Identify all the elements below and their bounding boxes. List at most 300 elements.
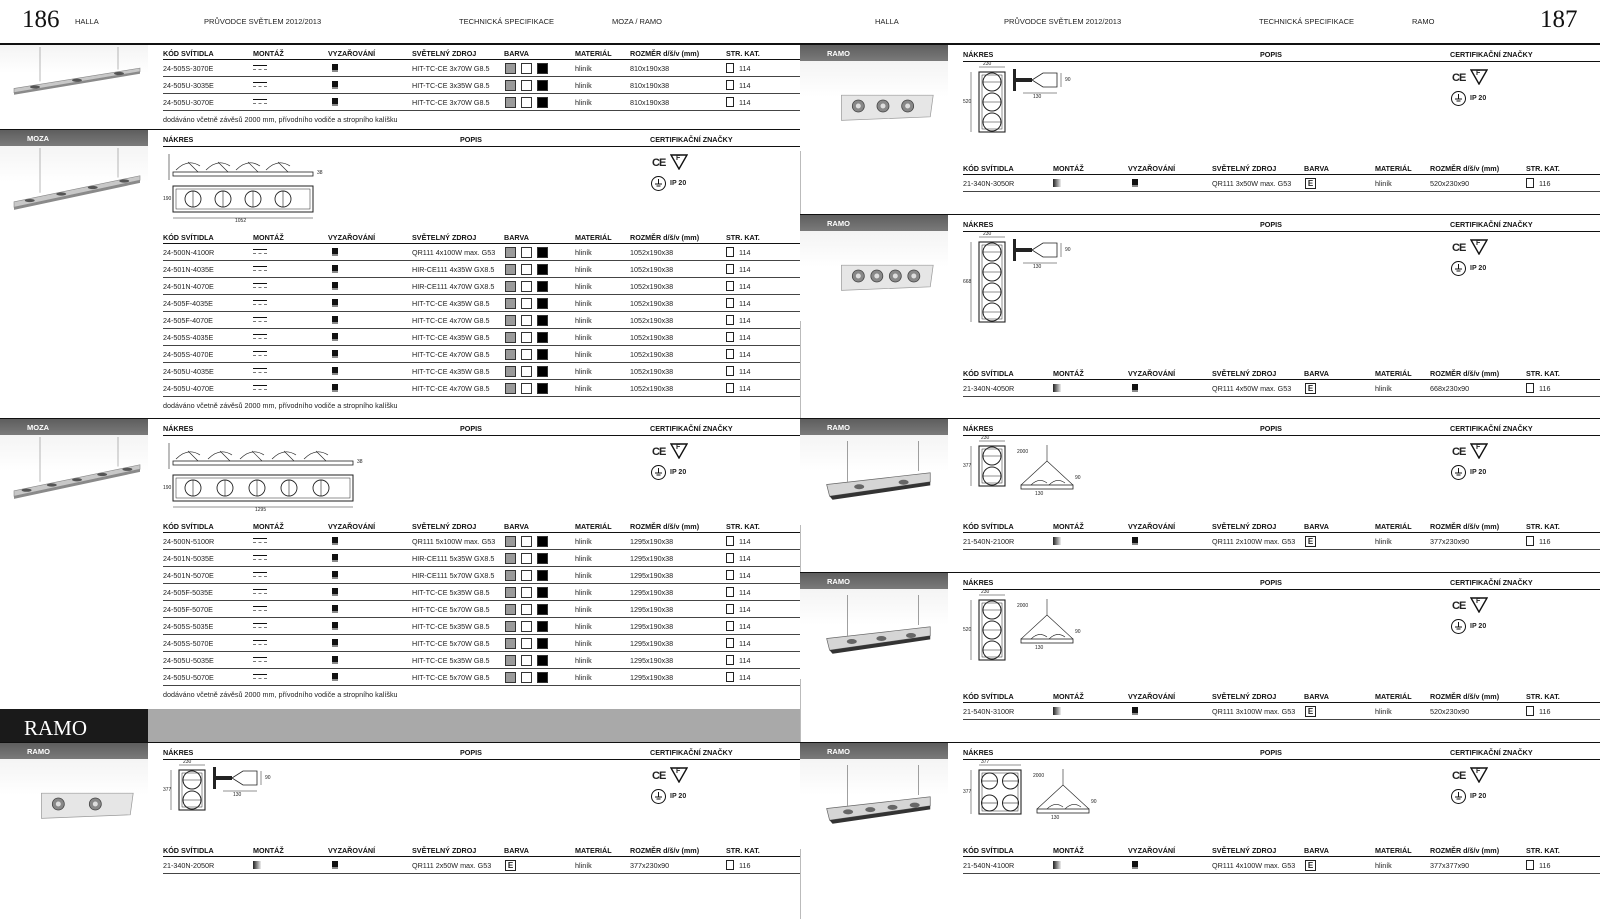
f-mark-letter: F — [1476, 70, 1481, 77]
header-rule — [963, 61, 1600, 62]
product-family-tab — [800, 215, 948, 231]
product-spec — [963, 573, 1600, 743]
ce-mark-icon: CE — [1452, 446, 1466, 458]
color-swatch — [505, 604, 516, 615]
dimensions: 377x230x90 — [1430, 537, 1470, 546]
light-source: QR111 4x100W max. G53 — [1212, 861, 1296, 870]
technical-drawing — [163, 148, 323, 224]
ip-rating: IP 20 — [1470, 469, 1487, 476]
luminaire-photo — [0, 146, 148, 236]
catalog-page: 114 — [739, 554, 751, 563]
product-image-column — [800, 573, 948, 743]
column-header-mat: MATERIÁL — [1375, 369, 1412, 378]
product-family-label: RAMO — [827, 577, 850, 586]
ip-rating: IP 20 — [1470, 623, 1487, 630]
color-swatch — [521, 80, 532, 91]
column-header-rozmer: ROZMĚR d/š/v (mm) — [630, 846, 700, 855]
page-icon — [726, 672, 734, 682]
color-swatch — [521, 298, 532, 309]
ip-rating-icon — [1451, 261, 1466, 276]
product-section — [0, 129, 800, 419]
catalog-page: 116 — [1539, 707, 1551, 716]
column-header-rozmer: ROZMĚR d/š/v (mm) — [630, 522, 700, 531]
product-image-column — [0, 743, 148, 893]
ce-mark-icon: CE — [1452, 600, 1466, 612]
product-code: 24-500N-4100R — [163, 248, 215, 257]
column-header-mat: MATERIÁL — [575, 522, 612, 531]
column-header-montaz: MONTÁŽ — [1053, 846, 1084, 855]
beam-icon — [332, 316, 338, 324]
light-source: HIT-TC-CE 3x70W G8.5 — [412, 64, 490, 73]
light-source: QR111 2x50W max. G53 — [412, 861, 492, 870]
column-header-zdroj: SVĚTELNÝ ZDROJ — [1212, 369, 1277, 378]
description-heading: POPIS — [1260, 220, 1282, 229]
catalog-page: 114 — [739, 350, 751, 359]
column-header-barva: BARVA — [504, 522, 529, 531]
luminaire-photo-frame — [800, 759, 948, 849]
table-row[interactable] — [163, 312, 800, 329]
product-family-label: RAMO — [827, 747, 850, 756]
page-icon — [726, 366, 734, 376]
column-header-kod: KÓD SVÍTIDLA — [163, 233, 214, 242]
section-note: dodáváno včetně závěsů 2000 mm, přívodního vodiče a stropního kalíšku — [163, 401, 398, 410]
color-swatch — [505, 63, 516, 74]
color-swatch — [537, 638, 548, 649]
catalog-page: 114 — [739, 248, 751, 257]
product-spec — [163, 743, 800, 893]
color-swatch — [537, 63, 548, 74]
product-image-column — [800, 45, 948, 215]
page-icon — [726, 349, 734, 359]
light-source: QR111 3x100W max. G53 — [1212, 707, 1296, 716]
table-row[interactable] — [963, 380, 1600, 397]
column-header-kod: KÓD SVÍTIDLA — [963, 369, 1014, 378]
material: hliník — [575, 265, 592, 274]
color-swatch — [505, 366, 516, 377]
beam-icon — [332, 571, 338, 579]
column-header-montaz: MONTÁŽ — [1053, 522, 1084, 531]
ip-rating: IP 20 — [670, 793, 687, 800]
light-source: QR111 5x100W max. G53 — [412, 537, 496, 546]
column-header-str: STR. KAT. — [1526, 522, 1560, 531]
luminaire-photo — [0, 45, 148, 115]
product-code: 24-501N-5070E — [163, 571, 214, 580]
luminaire-photo — [800, 61, 948, 151]
column-header-rozmer: ROZMĚR d/š/v (mm) — [1430, 846, 1500, 855]
dimension-label: 230 — [183, 759, 192, 765]
dimensions: 810x190x38 — [630, 64, 670, 73]
column-header-kod: KÓD SVÍTIDLA — [163, 522, 214, 531]
page-icon — [726, 264, 734, 274]
luminaire-photo-frame — [800, 61, 948, 151]
luminaire-photo-frame — [800, 589, 948, 679]
column-header-rozmer: ROZMĚR d/š/v (mm) — [1430, 369, 1500, 378]
material: hliník — [575, 622, 592, 631]
product-image-column — [800, 215, 948, 420]
table-row[interactable] — [163, 550, 800, 567]
certification-heading: CERTIFIKAČNÍ ZNAČKY — [1450, 220, 1533, 229]
table-row[interactable] — [163, 601, 800, 618]
product-family-tab — [800, 45, 948, 61]
color-swatch — [537, 655, 548, 666]
table-row[interactable] — [163, 567, 800, 584]
f-mark-letter: F — [676, 444, 681, 451]
column-header-zdroj: SVĚTELNÝ ZDROJ — [1212, 692, 1277, 701]
catalog-page: 114 — [739, 673, 751, 682]
table-row[interactable] — [163, 857, 800, 874]
mounting-icon — [1053, 179, 1061, 187]
product-spec — [963, 215, 1600, 420]
material: hliník — [575, 588, 592, 597]
material: hliník — [575, 333, 592, 342]
light-source: HIT-TC-CE 4x35W G8.5 — [412, 333, 490, 342]
page-icon — [726, 97, 734, 107]
table-row[interactable] — [163, 669, 800, 686]
color-swatch — [537, 298, 548, 309]
product-code: 21-340N-3050R — [963, 179, 1015, 188]
product-image-column — [800, 743, 948, 893]
column-header-zdroj: SVĚTELNÝ ZDROJ — [412, 846, 477, 855]
light-source: QR111 2x100W max. G53 — [1212, 537, 1296, 546]
table-row[interactable] — [163, 584, 800, 601]
product-family-tab — [800, 573, 948, 589]
color-swatch — [505, 264, 516, 275]
table-row[interactable] — [163, 346, 800, 363]
table-row[interactable] — [163, 94, 800, 111]
product-code: 24-505S-3070E — [163, 64, 214, 73]
ip-rating-icon — [1451, 91, 1466, 106]
material: hliník — [575, 299, 592, 308]
material: hliník — [575, 861, 592, 870]
column-header-mat: MATERIÁL — [575, 49, 612, 58]
product-family-label: RAMO — [827, 49, 850, 58]
product-code: 24-505U-5070E — [163, 673, 214, 682]
material: hliník — [575, 537, 592, 546]
product-section — [800, 572, 1600, 742]
column-header-barva: BARVA — [504, 233, 529, 242]
mounting-icon — [253, 249, 267, 254]
table-row[interactable] — [163, 278, 800, 295]
dimensions: 1295x190x38 — [630, 622, 674, 631]
table-row[interactable] — [163, 295, 800, 312]
mounting-icon — [253, 266, 267, 271]
beam-icon — [332, 265, 338, 273]
catalog-page: 114 — [739, 265, 751, 274]
left-page-header — [0, 0, 800, 44]
table-row[interactable] — [163, 60, 800, 77]
product-code: 24-505F-4035E — [163, 299, 213, 308]
column-header-barva: BARVA — [1304, 369, 1329, 378]
ip-rating-icon — [651, 789, 666, 804]
mounting-icon — [253, 99, 267, 104]
table-row[interactable] — [163, 329, 800, 346]
light-source: QR111 4x100W max. G53 — [412, 248, 496, 257]
table-row[interactable] — [163, 635, 800, 652]
product-section — [0, 742, 800, 892]
light-source: HIT-TC-CE 4x35W G8.5 — [412, 367, 490, 376]
color-swatch — [537, 604, 548, 615]
table-row[interactable] — [163, 261, 800, 278]
product-image-column — [0, 45, 148, 131]
color-swatch — [537, 315, 548, 326]
beam-icon — [1132, 861, 1138, 869]
product-section — [800, 418, 1600, 572]
dimensions: 1052x190x38 — [630, 265, 674, 274]
product-family-tab — [0, 419, 148, 435]
certification-heading: CERTIFIKAČNÍ ZNAČKY — [650, 748, 733, 757]
dimensions: 1295x190x38 — [630, 656, 674, 665]
column-header-str: STR. KAT. — [1526, 692, 1560, 701]
description-heading: POPIS — [1260, 578, 1282, 587]
table-row[interactable] — [963, 703, 1600, 720]
luminaire-photo-frame — [0, 45, 148, 115]
column-header-mat: MATERIÁL — [1375, 522, 1412, 531]
dimensions: 1295x190x38 — [630, 673, 674, 682]
page-icon — [726, 332, 734, 342]
beam-icon — [332, 384, 338, 392]
dimension-label: 377 — [963, 789, 972, 795]
table-row[interactable] — [163, 77, 800, 94]
product-section — [0, 418, 800, 708]
material: hliník — [1375, 179, 1392, 188]
drawing-heading: NÁKRES — [963, 220, 994, 229]
color-swatch — [505, 332, 516, 343]
dimension-label: 668 — [963, 279, 972, 285]
table-row[interactable] — [163, 380, 800, 397]
color-swatch — [505, 655, 516, 666]
dimension-label: 90 — [265, 775, 271, 781]
mounting-icon — [253, 572, 267, 577]
color-swatch — [505, 536, 516, 547]
light-source: HIR-CE111 4x35W GX8.5 — [412, 265, 495, 274]
material: hliník — [575, 98, 592, 107]
column-header-montaz: MONTÁŽ — [1053, 369, 1084, 378]
mounting-icon — [253, 368, 267, 373]
product-family-tab — [0, 130, 148, 146]
column-header-zdroj: SVĚTELNÝ ZDROJ — [412, 233, 477, 242]
color-swatch — [537, 247, 548, 258]
product-spec — [963, 743, 1600, 893]
product-family-tab — [0, 743, 148, 759]
mounting-icon — [253, 861, 261, 869]
page-icon — [1526, 860, 1534, 870]
beam-icon — [332, 367, 338, 375]
drawing-heading: NÁKRES — [963, 50, 994, 59]
material: hliník — [1375, 707, 1392, 716]
mounting-icon — [253, 538, 267, 543]
right-page-header — [800, 0, 1600, 44]
mounting-icon — [253, 640, 267, 645]
color-swatch — [505, 587, 516, 598]
header-family: MOZA / RAMO — [612, 17, 663, 26]
mounting-icon — [1053, 707, 1061, 715]
drawing-heading: NÁKRES — [963, 748, 994, 757]
catalog-page: 114 — [739, 333, 751, 342]
ip-rating: IP 20 — [670, 469, 687, 476]
material: hliník — [575, 350, 592, 359]
f-mark-letter: F — [676, 768, 681, 775]
column-header-vyz: VYZAŘOVÁNÍ — [1128, 846, 1176, 855]
color-swatch — [521, 536, 532, 547]
luminaire-photo — [0, 435, 148, 525]
mounting-icon — [253, 623, 267, 628]
header-rule — [963, 589, 1600, 590]
beam-icon — [332, 605, 338, 613]
light-source: HIT-TC-CE 3x70W G8.5 — [412, 98, 490, 107]
column-header-montaz: MONTÁŽ — [253, 233, 284, 242]
color-swatch — [521, 247, 532, 258]
column-header-vyz: VYZAŘOVÁNÍ — [328, 233, 376, 242]
color-swatch — [521, 315, 532, 326]
certifications — [1450, 67, 1520, 112]
light-source: HIT-TC-CE 5x70W G8.5 — [412, 673, 490, 682]
beam-icon — [332, 537, 338, 545]
dimensions: 520x230x90 — [1430, 179, 1470, 188]
dimension-label: 130 — [1033, 94, 1042, 100]
table-row[interactable] — [963, 533, 1600, 550]
beam-icon — [1132, 707, 1138, 715]
header-rule — [163, 146, 800, 147]
certification-heading: CERTIFIKAČNÍ ZNAČKY — [1450, 578, 1533, 587]
column-header-zdroj: SVĚTELNÝ ZDROJ — [1212, 164, 1277, 173]
ip-rating-icon — [1451, 465, 1466, 480]
light-source: HIT-TC-CE 5x35W G8.5 — [412, 622, 490, 631]
catalog-page: 114 — [739, 639, 751, 648]
dimension-label: 377 — [163, 787, 172, 793]
product-spec — [963, 419, 1600, 573]
ce-mark-icon: CE — [1452, 72, 1466, 84]
mounting-icon — [1053, 384, 1061, 392]
column-header-montaz: MONTÁŽ — [253, 49, 284, 58]
column-header-vyz: VYZAŘOVÁNÍ — [1128, 692, 1176, 701]
color-swatch — [537, 672, 548, 683]
page-icon — [726, 860, 734, 870]
product-code: 24-505U-5035E — [163, 656, 214, 665]
table-row[interactable] — [963, 175, 1600, 192]
column-header-rozmer: ROZMĚR d/š/v (mm) — [1430, 164, 1500, 173]
luminaire-photo-frame — [0, 146, 148, 236]
dimension-label: 90 — [1091, 799, 1097, 805]
beam-icon — [332, 673, 338, 681]
table-row[interactable] — [963, 857, 1600, 874]
light-source: HIR-CE111 5x35W GX8.5 — [412, 554, 495, 563]
dimension-label: 230 — [981, 435, 990, 441]
description-heading: POPIS — [460, 424, 482, 433]
color-swatch — [505, 638, 516, 649]
beam-icon — [332, 333, 338, 341]
energy-class-icon: E — [505, 860, 516, 871]
catalog-page: 114 — [739, 316, 751, 325]
drawing-heading: NÁKRES — [163, 424, 194, 433]
product-section — [800, 214, 1600, 419]
color-swatch — [505, 80, 516, 91]
dimension-label: 377 — [981, 759, 990, 765]
material: hliník — [575, 673, 592, 682]
beam-icon — [332, 248, 338, 256]
product-image-column — [800, 419, 948, 573]
dimensions: 1052x190x38 — [630, 333, 674, 342]
light-source: HIT-TC-CE 5x35W G8.5 — [412, 656, 490, 665]
dimensions: 377x230x90 — [630, 861, 670, 870]
page-icon — [726, 536, 734, 546]
page-icon — [726, 281, 734, 291]
mounting-icon — [253, 674, 267, 679]
page-icon — [726, 553, 734, 563]
column-header-zdroj: SVĚTELNÝ ZDROJ — [412, 522, 477, 531]
light-source: HIT-TC-CE 4x35W G8.5 — [412, 299, 490, 308]
light-source: QR111 3x50W max. G53 — [1212, 179, 1292, 188]
dimension-label: 130 — [1033, 264, 1042, 270]
beam-icon — [1132, 537, 1138, 545]
material: hliník — [575, 81, 592, 90]
column-header-vyz: VYZAŘOVÁNÍ — [328, 49, 376, 58]
mounting-icon — [253, 317, 267, 322]
dimension-label: 38 — [357, 459, 363, 465]
color-swatch — [537, 536, 548, 547]
dimensions: 1052x190x38 — [630, 367, 674, 376]
color-swatch — [521, 383, 532, 394]
table-row[interactable] — [163, 652, 800, 669]
product-spec — [163, 419, 800, 709]
column-header-kod: KÓD SVÍTIDLA — [163, 49, 214, 58]
table-row[interactable] — [163, 363, 800, 380]
beam-icon — [1132, 179, 1138, 187]
column-header-str: STR. KAT. — [726, 233, 760, 242]
dimension-label: 2000 — [1017, 603, 1029, 609]
color-swatch — [505, 298, 516, 309]
color-swatch — [537, 281, 548, 292]
certifications — [650, 152, 720, 197]
product-code: 21-340N-2050R — [163, 861, 215, 870]
column-header-str: STR. KAT. — [1526, 164, 1560, 173]
dimension-label: 38 — [317, 170, 323, 176]
column-header-rozmer: ROZMĚR d/š/v (mm) — [1430, 522, 1500, 531]
beam-icon — [332, 861, 338, 869]
table-row[interactable] — [163, 244, 800, 261]
product-code: 24-505F-5035E — [163, 588, 213, 597]
description-heading: POPIS — [460, 135, 482, 144]
product-family-tab — [800, 743, 948, 759]
table-row[interactable] — [163, 618, 800, 635]
light-source: HIR-CE111 5x70W GX8.5 — [412, 571, 495, 580]
luminaire-photo — [800, 435, 948, 525]
product-code: 24-505S-4070E — [163, 350, 214, 359]
page-icon — [1526, 536, 1534, 546]
dimensions: 1052x190x38 — [630, 384, 674, 393]
product-code: 24-500N-5100R — [163, 537, 215, 546]
mounting-icon — [1053, 861, 1061, 869]
material: hliník — [575, 64, 592, 73]
column-header-vyz: VYZAŘOVÁNÍ — [1128, 164, 1176, 173]
page-icon — [1526, 178, 1534, 188]
mounting-icon — [253, 334, 267, 339]
drawing-heading: NÁKRES — [963, 578, 994, 587]
product-code: 24-505F-5070E — [163, 605, 213, 614]
certifications — [1450, 441, 1520, 486]
column-header-mat: MATERIÁL — [575, 846, 612, 855]
catalog-page: 114 — [739, 588, 751, 597]
material: hliník — [575, 554, 592, 563]
column-header-montaz: MONTÁŽ — [253, 522, 284, 531]
dimension-label: 130 — [1035, 491, 1044, 497]
beam-icon — [332, 588, 338, 596]
product-spec — [963, 45, 1600, 215]
dimensions: 668x230x90 — [1430, 384, 1470, 393]
energy-class-icon: E — [1305, 860, 1316, 871]
page-icon — [1526, 706, 1534, 716]
product-family-label: RAMO — [827, 423, 850, 432]
table-row[interactable] — [163, 533, 800, 550]
